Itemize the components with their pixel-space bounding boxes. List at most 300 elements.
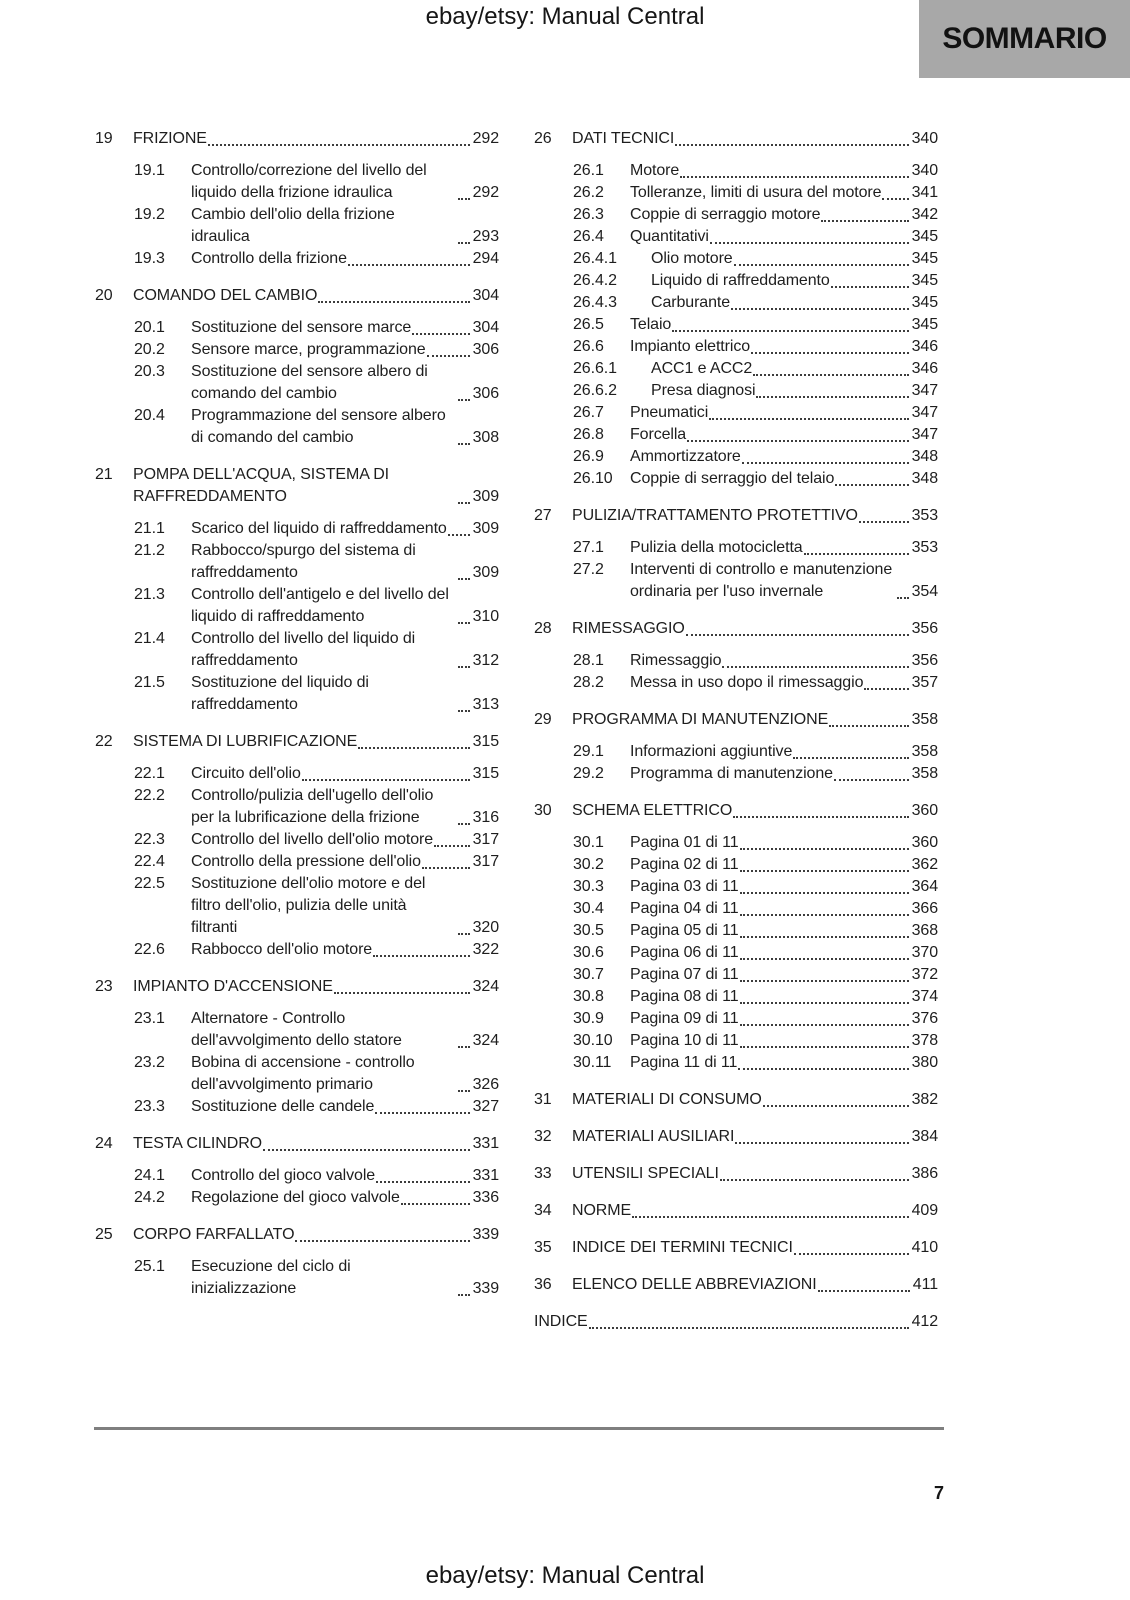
toc-subentry-row: [573, 424, 938, 446]
toc-chapter-row: [534, 1126, 938, 1148]
entry-title: FRIZIONE: [133, 130, 207, 147]
entry-number: 23.2: [134, 1054, 165, 1071]
dot-leader: [334, 992, 470, 994]
toc-subentries: [534, 160, 938, 490]
entry-title: Pagina 06 di 11: [630, 944, 739, 961]
toc-chapter-row: [534, 1237, 938, 1259]
toc-chapter-block: [534, 1126, 938, 1148]
dot-leader: [742, 462, 909, 464]
dot-leader: [756, 396, 908, 398]
entry-page: 331: [472, 1167, 499, 1184]
toc-chapter-row: [534, 800, 938, 822]
entry-page: 386: [911, 1165, 938, 1182]
entry-number: 27: [534, 507, 552, 524]
entry-number: 21.3: [134, 586, 165, 603]
entry-number: 25: [95, 1226, 113, 1243]
dot-leader: [740, 870, 909, 872]
entry-title: Liquido di raffreddamento: [651, 272, 830, 289]
toc-chapter-block: [95, 1224, 499, 1300]
toc-subentry-row: [134, 763, 499, 785]
toc-chapter-row: [534, 618, 938, 640]
dot-leader: [458, 578, 470, 580]
dot-leader: [434, 845, 470, 847]
entry-title: Pagina 09 di 11: [630, 1010, 739, 1027]
dot-leader: [818, 1290, 910, 1292]
toc-subentry-row: [134, 339, 499, 361]
entry-title: Controllo/pulizia dell'ugello dell'olio per la lubrificazione della frizione: [191, 787, 434, 826]
entry-title: Pagina 08 di 11: [630, 988, 739, 1005]
entry-title: Controllo del livello del liquido di raffreddamento: [191, 630, 416, 669]
entry-title: Programma di manutenzione: [630, 765, 833, 782]
dot-leader: [680, 176, 908, 178]
entry-number: 21: [95, 466, 113, 483]
entry-title: Programmazione del sensore albero di comando del cambio: [191, 407, 446, 446]
entry-title: Messa in uso dopo il rimessaggio: [630, 674, 864, 691]
entry-number: 23: [95, 978, 113, 995]
entry-page: 327: [472, 1098, 499, 1115]
entry-title: Sostituzione del sensore marce: [191, 319, 412, 336]
entry-number: 20.3: [134, 363, 165, 380]
entry-page: 357: [911, 674, 938, 691]
entry-number: 21.2: [134, 542, 165, 559]
entry-title: Controllo del livello dell'olio motore: [191, 831, 434, 848]
entry-number: 22.5: [134, 875, 165, 892]
toc-subentry-row: [134, 361, 499, 405]
toc-subentries: [534, 537, 938, 603]
entry-page: 358: [911, 743, 938, 760]
entry-page: 348: [911, 448, 938, 465]
toc-subentry-row: [573, 1052, 938, 1074]
toc-chapter-block: [534, 709, 938, 785]
entry-title: Tolleranze, limiti di usura del motore: [630, 184, 882, 201]
entry-title: Interventi di controllo e manutenzione ordinaria per l'uso invernale: [630, 561, 893, 600]
toc-chapter-block: [95, 128, 499, 270]
toc-subentry-row: [134, 672, 499, 716]
entry-page: 340: [911, 130, 938, 147]
toc-subentry-row: [134, 851, 499, 873]
entry-number: 23.3: [134, 1098, 165, 1115]
dot-leader: [740, 848, 909, 850]
dot-leader: [458, 1090, 470, 1092]
dot-leader: [734, 264, 909, 266]
toc-chapter-block: [95, 1133, 499, 1209]
entry-number: 23.1: [134, 1010, 165, 1027]
entry-title: PROGRAMMA DI MANUTENZIONE: [572, 711, 829, 728]
entry-title: Pagina 02 di 11: [630, 856, 739, 873]
entry-page: 292: [472, 130, 499, 147]
entry-page: 382: [911, 1091, 938, 1108]
entry-title: POMPA DELL'ACQUA, SISTEMA DI RAFFREDDAMENTO: [133, 466, 390, 505]
dot-leader: [740, 892, 909, 894]
entry-title: Forcella: [630, 426, 687, 443]
toc-subentry-row: [134, 160, 499, 204]
dot-leader: [740, 1024, 909, 1026]
dot-leader: [373, 955, 469, 957]
entry-title: Pagina 01 di 11: [630, 834, 739, 851]
toc-chapter-row: [534, 1089, 938, 1111]
entry-page: 308: [472, 429, 499, 446]
entry-page: 345: [911, 294, 938, 311]
entry-number: 30.8: [573, 988, 604, 1005]
toc-chapter-row: [95, 128, 499, 150]
entry-number: 19.1: [134, 162, 165, 179]
entry-number: 30.5: [573, 922, 604, 939]
entry-title: Coppie di serraggio del telaio: [630, 470, 835, 487]
entry-page: 345: [911, 272, 938, 289]
dot-leader: [731, 308, 909, 310]
entry-title: UTENSILI SPECIALI: [572, 1165, 719, 1182]
entry-title: Rabbocco dell'olio motore: [191, 941, 373, 958]
entry-number: 26.4.2: [573, 272, 617, 289]
dot-leader: [735, 1142, 908, 1144]
sommario-badge: [919, 0, 1130, 78]
entry-number: 22.1: [134, 765, 165, 782]
toc-subentry-row: [573, 446, 938, 468]
toc-subentry-row: [573, 358, 938, 380]
dot-leader: [458, 933, 470, 935]
dot-leader: [740, 980, 909, 982]
entry-title: Controllo della pressione dell'olio: [191, 853, 421, 870]
entry-number: 30.10: [573, 1032, 613, 1049]
entry-number: 22.6: [134, 941, 165, 958]
entry-page: 331: [472, 1135, 499, 1152]
entry-page: 346: [911, 360, 938, 377]
entry-page: 345: [911, 250, 938, 267]
dot-leader: [458, 502, 470, 504]
entry-number: 26.4.3: [573, 294, 617, 311]
dot-leader: [897, 597, 909, 599]
page-number: 7: [933, 1483, 944, 1503]
entry-page: 304: [472, 287, 499, 304]
entry-page: 380: [911, 1054, 938, 1071]
entry-number: 26.3: [573, 206, 604, 223]
dot-leader: [733, 816, 908, 818]
entry-number: 19.3: [134, 250, 165, 267]
entry-number: 26.4: [573, 228, 604, 245]
entry-page: 342: [911, 206, 938, 223]
entry-page: 347: [911, 426, 938, 443]
dot-leader: [412, 333, 469, 335]
entry-title: Rabbocco/spurgo del sistema di raffreddamento: [191, 542, 416, 581]
dot-leader: [458, 1046, 470, 1048]
entry-number: 22.2: [134, 787, 165, 804]
entry-title: Informazioni aggiuntive: [630, 743, 793, 760]
entry-number: 28.2: [573, 674, 604, 691]
entry-title: ELENCO DELLE ABBREVIAZIONI: [572, 1276, 817, 1293]
entry-number: 26.1: [573, 162, 604, 179]
entry-title: Scarico del liquido di raffreddamento: [191, 520, 447, 537]
entry-title: Telaio: [630, 316, 672, 333]
entry-page: 310: [472, 608, 499, 625]
entry-number: 21.5: [134, 674, 165, 691]
dot-leader: [672, 330, 908, 332]
entry-page: 409: [911, 1202, 938, 1219]
entry-number: 29: [534, 711, 552, 728]
entry-title: Controllo della frizione: [191, 250, 347, 267]
entry-title: Impianto elettrico: [630, 338, 751, 355]
toc-subentry-row: [573, 336, 938, 358]
toc-subentry-row: [573, 248, 938, 270]
dot-leader: [738, 1068, 908, 1070]
entry-title: Pagina 05 di 11: [630, 922, 739, 939]
entry-number: 26.6.1: [573, 360, 617, 377]
dot-leader: [458, 198, 470, 200]
toc-chapter-block: [534, 1311, 938, 1333]
toc-subentry-row: [573, 402, 938, 424]
entry-title: Sostituzione delle candele: [191, 1098, 375, 1115]
toc-chapter-block: [534, 1163, 938, 1185]
dot-leader: [458, 1294, 470, 1296]
dot-leader: [740, 958, 909, 960]
entry-number: 30.1: [573, 834, 604, 851]
entry-title: Alternatore - Controllo dell'avvolgimento dello statore: [191, 1010, 402, 1049]
entry-number: 22: [95, 733, 113, 750]
entry-title: Pulizia della motocicletta: [630, 539, 803, 556]
entry-number: 30.11: [573, 1054, 612, 1071]
toc-chapter-block: [534, 1274, 938, 1296]
entry-title: Pagina 11 di 11: [630, 1054, 738, 1071]
toc-subentry-row: [573, 559, 938, 603]
entry-title: Coppie di serraggio motore: [630, 206, 821, 223]
toc-subentry-row: [573, 226, 938, 248]
entry-page: 384: [911, 1128, 938, 1145]
toc-subentry-row: [134, 204, 499, 248]
entry-number: 30.3: [573, 878, 604, 895]
entry-title: PULIZIA/TRATTAMENTO PROTETTIVO: [572, 507, 858, 524]
entry-page: 326: [472, 1076, 499, 1093]
toc-subentry-row: [134, 518, 499, 540]
entry-title: Rimessaggio: [630, 652, 722, 669]
entry-number: 28.1: [573, 652, 604, 669]
entry-page: 304: [472, 319, 499, 336]
toc-subentry-row: [134, 939, 499, 961]
entry-page: 292: [472, 184, 499, 201]
entry-title: COMANDO DEL CAMBIO: [133, 287, 318, 304]
toc-subentry-row: [573, 204, 938, 226]
toc-subentry-row: [134, 1096, 499, 1118]
entry-title: Bobina di accensione - controllo dell'avvolgimento primario: [191, 1054, 415, 1093]
toc-subentries: [95, 1008, 499, 1118]
entry-page: 317: [472, 853, 499, 870]
entry-page: 376: [911, 1010, 938, 1027]
entry-page: 370: [911, 944, 938, 961]
table-of-contents: [95, 128, 939, 1333]
dot-leader: [458, 399, 470, 401]
toc-chapter-row: [534, 1200, 938, 1222]
dot-leader: [740, 1046, 909, 1048]
toc-subentry-row: [134, 1008, 499, 1052]
entry-title: Pagina 10 di 11: [630, 1032, 739, 1049]
entry-title: Controllo/correzione del livello del liquido della frizione idraulica: [191, 162, 427, 201]
entry-number: 24.1: [134, 1167, 165, 1184]
entry-page: 353: [911, 539, 938, 556]
entry-title: Quantitativi: [630, 228, 709, 245]
entry-page: 341: [911, 184, 938, 201]
entry-title: Presa diagnosi: [651, 382, 756, 399]
toc-chapter-block: [534, 505, 938, 603]
dot-leader: [302, 779, 470, 781]
dot-leader: [831, 286, 909, 288]
entry-title: SISTEMA DI LUBRIFICAZIONE: [133, 733, 358, 750]
entry-number: 26.5: [573, 316, 604, 333]
entry-page: 358: [911, 711, 938, 728]
toc-chapter-block: [95, 285, 499, 449]
footer-divider: [94, 1427, 944, 1430]
toc-subentry-row: [134, 1165, 499, 1187]
toc-subentries: [95, 763, 499, 961]
entry-number: 36: [534, 1276, 552, 1293]
dot-leader: [263, 1149, 470, 1151]
entry-page: 309: [472, 520, 499, 537]
entry-title: CORPO FARFALLATO: [133, 1226, 295, 1243]
entry-page: 372: [911, 966, 938, 983]
toc-subentry-row: [573, 537, 938, 559]
entry-page: 358: [911, 765, 938, 782]
entry-number: 30.4: [573, 900, 604, 917]
toc-subentry-row: [573, 986, 938, 1008]
toc-subentry-row: [573, 741, 938, 763]
toc-subentry-row: [134, 1256, 499, 1300]
entry-page: 412: [911, 1313, 938, 1330]
entry-number: 19.2: [134, 206, 165, 223]
entry-number: 21.4: [134, 630, 165, 647]
toc-subentry-row: [134, 1187, 499, 1209]
dot-leader: [376, 1181, 470, 1183]
entry-title: Pneumatici: [630, 404, 709, 421]
entry-title: Controllo dell'antigelo e del livello del liquido di raffreddamento: [191, 586, 449, 625]
entry-page: 345: [911, 228, 938, 245]
entry-number: 26.9: [573, 448, 604, 465]
entry-page: 345: [911, 316, 938, 333]
toc-chapter-block: [534, 1089, 938, 1111]
dot-leader: [358, 747, 469, 749]
entry-number: 28: [534, 620, 552, 637]
entry-number: 26.4.1: [573, 250, 617, 267]
toc-subentry-row: [134, 248, 499, 270]
dot-leader: [859, 521, 909, 523]
dot-leader: [375, 1112, 469, 1114]
toc-chapter-block: [95, 976, 499, 1118]
entry-page: 360: [911, 802, 938, 819]
dot-leader: [864, 688, 908, 690]
toc-chapter-block: [534, 618, 938, 694]
entry-number: 26.6.2: [573, 382, 617, 399]
dot-leader: [835, 484, 908, 486]
toc-chapter-row: [534, 505, 938, 527]
dot-leader: [675, 144, 908, 146]
entry-number: 27.2: [573, 561, 604, 578]
entry-number: 30: [534, 802, 552, 819]
dot-leader: [834, 779, 909, 781]
entry-page: 294: [472, 250, 499, 267]
toc-subentry-row: [573, 854, 938, 876]
entry-page: 306: [472, 341, 499, 358]
toc-subentries: [95, 317, 499, 449]
entry-title: Motore: [630, 162, 680, 179]
dot-leader: [208, 144, 470, 146]
dot-leader: [793, 757, 908, 759]
toc-subentry-row: [134, 829, 499, 851]
entry-page: 410: [911, 1239, 938, 1256]
entry-number: 21.1: [134, 520, 165, 537]
toc-chapter-row: [534, 128, 938, 150]
dot-leader: [722, 666, 908, 668]
toc-subentry-row: [573, 270, 938, 292]
toc-subentry-row: [573, 292, 938, 314]
dot-leader: [829, 725, 908, 727]
toc-subentry-row: [573, 182, 938, 204]
toc-chapter-row: [95, 1133, 499, 1155]
entry-number: 24.2: [134, 1189, 165, 1206]
entry-page: 362: [911, 856, 938, 873]
entry-number: 35: [534, 1239, 552, 1256]
entry-page: 364: [911, 878, 938, 895]
dot-leader: [448, 534, 470, 536]
entry-page: 411: [912, 1276, 938, 1293]
entry-page: 356: [911, 652, 938, 669]
sommario-badge-label: SOMMARIO: [942, 22, 1107, 55]
entry-number: 26: [534, 130, 552, 147]
entry-page: 313: [472, 696, 499, 713]
toc-subentries: [95, 518, 499, 716]
toc-subentry-row: [134, 317, 499, 339]
dot-leader: [751, 352, 909, 354]
entry-page: 309: [472, 564, 499, 581]
dot-leader: [710, 242, 909, 244]
entry-page: 340: [911, 162, 938, 179]
toc-subentry-row: [573, 160, 938, 182]
entry-title: Sensore marce, programmazione: [191, 341, 426, 358]
entry-number: 30.6: [573, 944, 604, 961]
dot-leader: [753, 374, 908, 376]
entry-title: Controllo del gioco valvole: [191, 1167, 376, 1184]
dot-leader: [401, 1203, 470, 1205]
entry-number: 22.4: [134, 853, 165, 870]
entry-title: Pagina 07 di 11: [630, 966, 739, 983]
dot-leader: [740, 936, 909, 938]
entry-number: 30.2: [573, 856, 604, 873]
toc-subentry-row: [134, 540, 499, 584]
entry-number: 22.3: [134, 831, 165, 848]
entry-page: 324: [472, 978, 499, 995]
entry-title: Olio motore: [651, 250, 733, 267]
entry-page: 312: [472, 652, 499, 669]
entry-title: Pagina 04 di 11: [630, 900, 739, 917]
toc-chapter-block: [95, 464, 499, 716]
toc-subentry-row: [573, 920, 938, 942]
entry-page: 360: [911, 834, 938, 851]
entry-number: 26.7: [573, 404, 604, 421]
dot-leader: [720, 1179, 909, 1181]
entry-title: INDICE DEI TERMINI TECNICI: [572, 1239, 793, 1256]
toc-subentries: [95, 160, 499, 270]
entry-number: 19: [95, 130, 113, 147]
entry-number: 24: [95, 1135, 113, 1152]
entry-number: 30.9: [573, 1010, 604, 1027]
toc-subentry-row: [134, 628, 499, 672]
dot-leader: [794, 1253, 909, 1255]
dot-leader: [632, 1216, 909, 1218]
entry-page: 347: [911, 382, 938, 399]
toc-chapter-row: [95, 731, 499, 753]
toc-subentry-row: [134, 405, 499, 449]
dot-leader: [295, 1240, 469, 1242]
toc-subentry-row: [573, 942, 938, 964]
toc-subentry-row: [573, 314, 938, 336]
entry-page: 324: [472, 1032, 499, 1049]
toc-subentries: [95, 1165, 499, 1209]
entry-title: INDICE: [534, 1313, 588, 1330]
